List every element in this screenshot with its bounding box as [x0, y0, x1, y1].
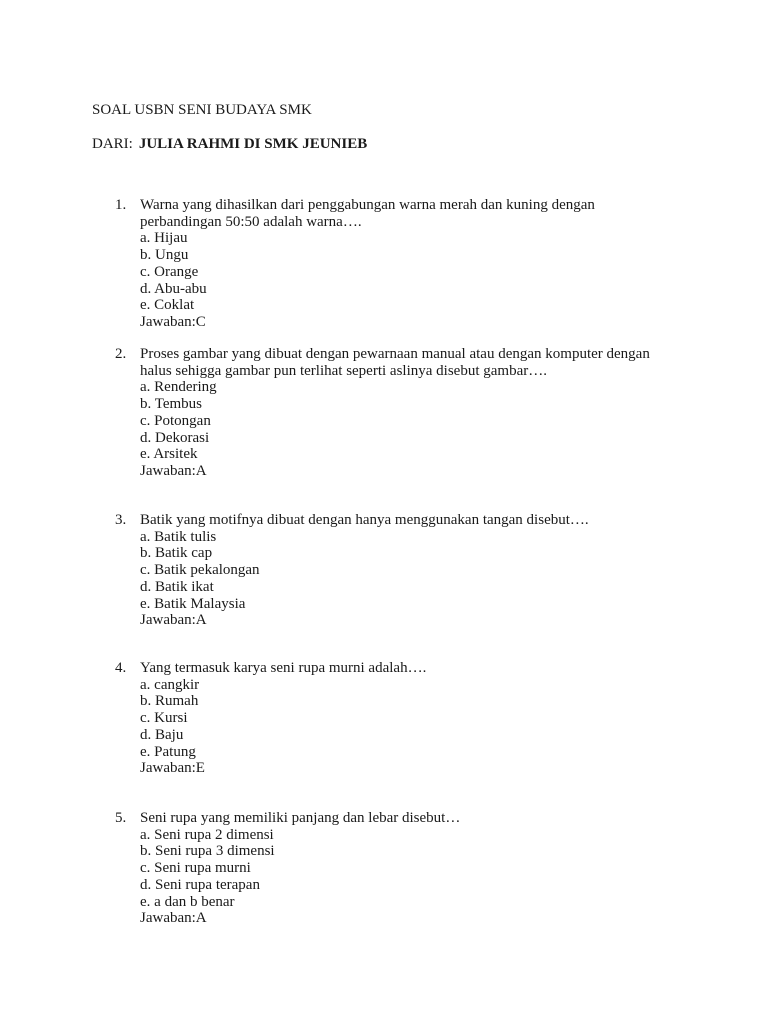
option-e: e. a dan b benar: [140, 893, 235, 910]
answer-key: Jawaban:E: [140, 760, 205, 777]
document-author-line: [92, 136, 367, 153]
question-text: [140, 346, 700, 379]
question-text-line: Warna yang dihasilkan dari penggabungan warna merah dan kuning dengan: [140, 197, 595, 213]
question-text-line: Proses gambar yang dibuat dengan pewarnaan manual atau dengan komputer dengan: [140, 346, 650, 362]
option-c: c. Potongan: [140, 412, 211, 429]
option-b: b. Tembus: [140, 396, 203, 413]
question-number: 2.: [115, 346, 127, 362]
question-body: [140, 660, 700, 777]
question-text-line: perbandingan 50:50 adalah warna….: [140, 213, 362, 230]
question-text-line: Seni rupa yang memiliki panjang dan lebar disebut…: [140, 810, 461, 826]
question-body: [140, 197, 700, 331]
from-label: DARI:: [92, 136, 133, 152]
option-a: a. cangkir: [140, 676, 200, 693]
option-d: d. Abu-abu: [140, 280, 207, 297]
option-d: d. Seni rupa terapan: [140, 876, 260, 893]
option-b: b. Seni rupa 3 dimensi: [140, 843, 275, 860]
option-b: b. Batik cap: [140, 545, 213, 562]
question-number: 1.: [115, 197, 127, 213]
option-c: c. Batik pekalongan: [140, 562, 260, 579]
option-e: e. Patung: [140, 743, 196, 760]
option-a: a. Hijau: [140, 230, 188, 247]
option-d: d. Baju: [140, 726, 184, 743]
option-b: b. Rumah: [140, 693, 199, 710]
question-text: [140, 660, 700, 677]
question-number: 4.: [115, 660, 127, 676]
question-number: 3.: [115, 512, 127, 528]
question-text: [140, 810, 700, 827]
option-a: a. Batik tulis: [140, 528, 217, 545]
question-text-line: halus sehigga gambar pun terlihat seperti aslinya disebut gambar….: [140, 362, 547, 379]
option-e: e. Arsitek: [140, 446, 198, 463]
question-body: [140, 810, 700, 927]
option-d: d. Dekorasi: [140, 429, 210, 446]
option-e: e. Coklat: [140, 297, 195, 314]
question-text-line: Batik yang motifnya dibuat dengan hanya menggunakan tangan disebut….: [140, 512, 589, 528]
question-number: 5.: [115, 810, 127, 826]
option-c: c. Orange: [140, 263, 199, 280]
option-a: a. Rendering: [140, 379, 217, 396]
question-text: [140, 197, 700, 230]
author-name: JULIA RAHMI DI SMK JEUNIEB: [138, 136, 368, 152]
answer-key: Jawaban:A: [140, 910, 207, 927]
question-body: [140, 512, 700, 629]
answer-key: Jawaban:C: [140, 313, 206, 330]
option-d: d. Batik ikat: [140, 578, 214, 595]
option-b: b. Ungu: [140, 247, 189, 264]
option-c: c. Kursi: [140, 710, 188, 727]
option-e: e. Batik Malaysia: [140, 595, 246, 612]
question-body: [140, 346, 700, 480]
question-text: [140, 512, 700, 529]
document-title: SOAL USBN SENI BUDAYA SMK: [92, 102, 312, 118]
option-c: c. Seni rupa murni: [140, 860, 251, 877]
question-text-line: Yang termasuk karya seni rupa murni adalah….: [140, 660, 427, 676]
answer-key: Jawaban:A: [140, 462, 207, 479]
answer-key: Jawaban:A: [140, 612, 207, 629]
option-a: a. Seni rupa 2 dimensi: [140, 826, 274, 843]
